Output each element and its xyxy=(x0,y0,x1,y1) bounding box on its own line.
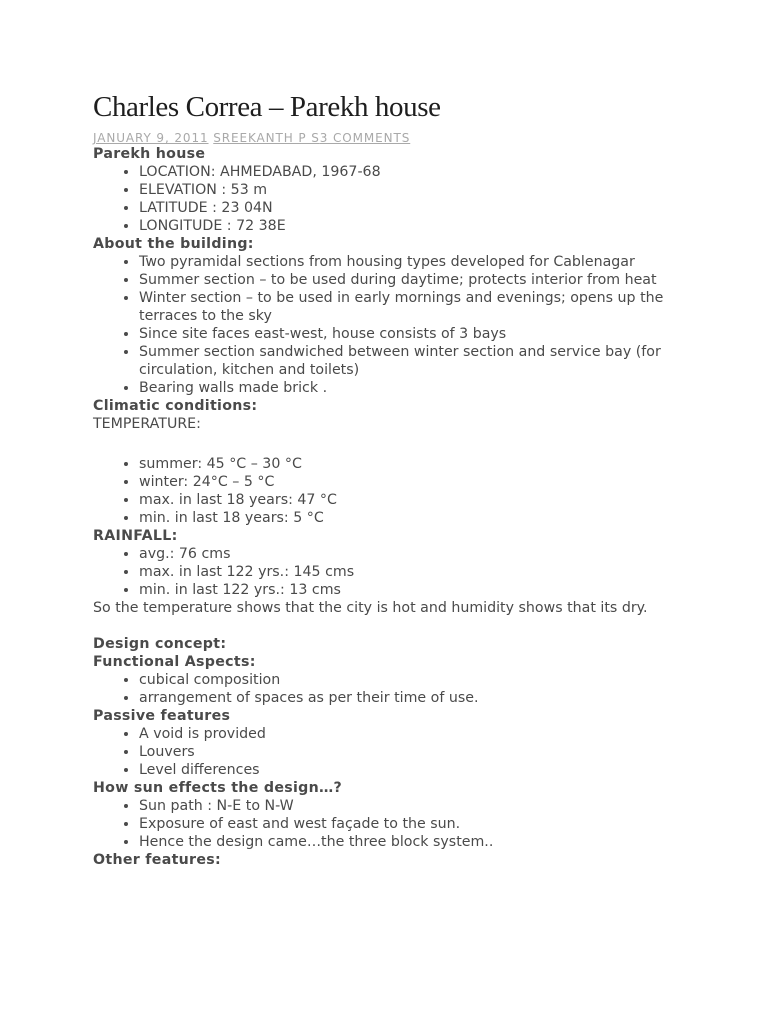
post-comments-link[interactable]: 3 COMMENTS xyxy=(319,131,411,145)
spacer xyxy=(93,433,683,455)
post-content xyxy=(93,145,683,869)
list-item: • Level differences xyxy=(139,761,683,779)
list-item: • avg.: 76 cms xyxy=(139,545,683,563)
list-item: • LATITUDE : 23 04N xyxy=(139,199,683,217)
list-item: • Hence the design came…the three block system.. xyxy=(139,833,683,851)
list-item: • arrangement of spaces as per their time of use. xyxy=(139,689,683,707)
list-item: • summer: 45 °C – 30 °C xyxy=(139,455,683,473)
temperature-label: TEMPERATURE: xyxy=(93,416,201,432)
section-heading-rainfall: RAINFALL: xyxy=(93,528,178,544)
spacer xyxy=(93,617,683,635)
list-item: • min. in last 18 years: 5 °C xyxy=(139,509,683,527)
list-item: • Two pyramidal sections from housing types developed for Cablenagar xyxy=(139,253,683,271)
list-item: • LOCATION: AHMEDABAD, 1967-68 xyxy=(139,163,683,181)
section-heading-passive: Passive features xyxy=(93,708,231,724)
post-date-link[interactable]: JANUARY 9, 2011 xyxy=(93,131,209,145)
functional-list xyxy=(93,671,683,707)
temperature-list xyxy=(93,455,683,527)
list-item: • Exposure of east and west façade to the sun. xyxy=(139,815,683,833)
list-item: • max. in last 18 years: 47 °C xyxy=(139,491,683,509)
post-title: Charles Correa – Parekh house xyxy=(93,91,441,123)
post-meta xyxy=(93,131,410,145)
section-heading-design: Design concept: xyxy=(93,636,227,652)
list-item: • Winter section – to be used in early mornings and evenings; opens up the terraces to the sky xyxy=(139,289,683,325)
list-item: • cubical composition xyxy=(139,671,683,689)
location-list xyxy=(93,163,683,235)
section-heading-climatic: Climatic conditions: xyxy=(93,398,258,414)
summary-paragraph: So the temperature shows that the city is hot and humidity shows that its dry. xyxy=(93,600,648,616)
list-item: • winter: 24°C – 5 °C xyxy=(139,473,683,491)
list-item: • Sun path : N-E to N-W xyxy=(139,797,683,815)
rainfall-list xyxy=(93,545,683,599)
post-author-link[interactable]: SREEKANTH P S xyxy=(213,131,320,145)
section-heading-other: Other features: xyxy=(93,852,221,868)
section-heading-parekh: Parekh house xyxy=(93,146,206,162)
list-item: • min. in last 122 yrs.: 13 cms xyxy=(139,581,683,599)
list-item: • Louvers xyxy=(139,743,683,761)
list-item: • max. in last 122 yrs.: 145 cms xyxy=(139,563,683,581)
list-item: • Bearing walls made brick . xyxy=(139,379,683,397)
list-item: • Summer section sandwiched between winter section and service bay (for circulation, kitchen and toilets) xyxy=(139,343,683,379)
passive-list xyxy=(93,725,683,779)
section-heading-about: About the building: xyxy=(93,236,254,252)
about-list xyxy=(93,253,683,397)
list-item: • LONGITUDE : 72 38E xyxy=(139,217,683,235)
list-item: • Summer section – to be used during daytime; protects interior from heat xyxy=(139,271,683,289)
sun-list xyxy=(93,797,683,851)
list-item: • ELEVATION : 53 m xyxy=(139,181,683,199)
list-item: • Since site faces east-west, house consists of 3 bays xyxy=(139,325,683,343)
section-heading-sun: How sun effects the design…? xyxy=(93,780,343,796)
list-item: • A void is provided xyxy=(139,725,683,743)
section-heading-functional: Functional Aspects: xyxy=(93,654,256,670)
